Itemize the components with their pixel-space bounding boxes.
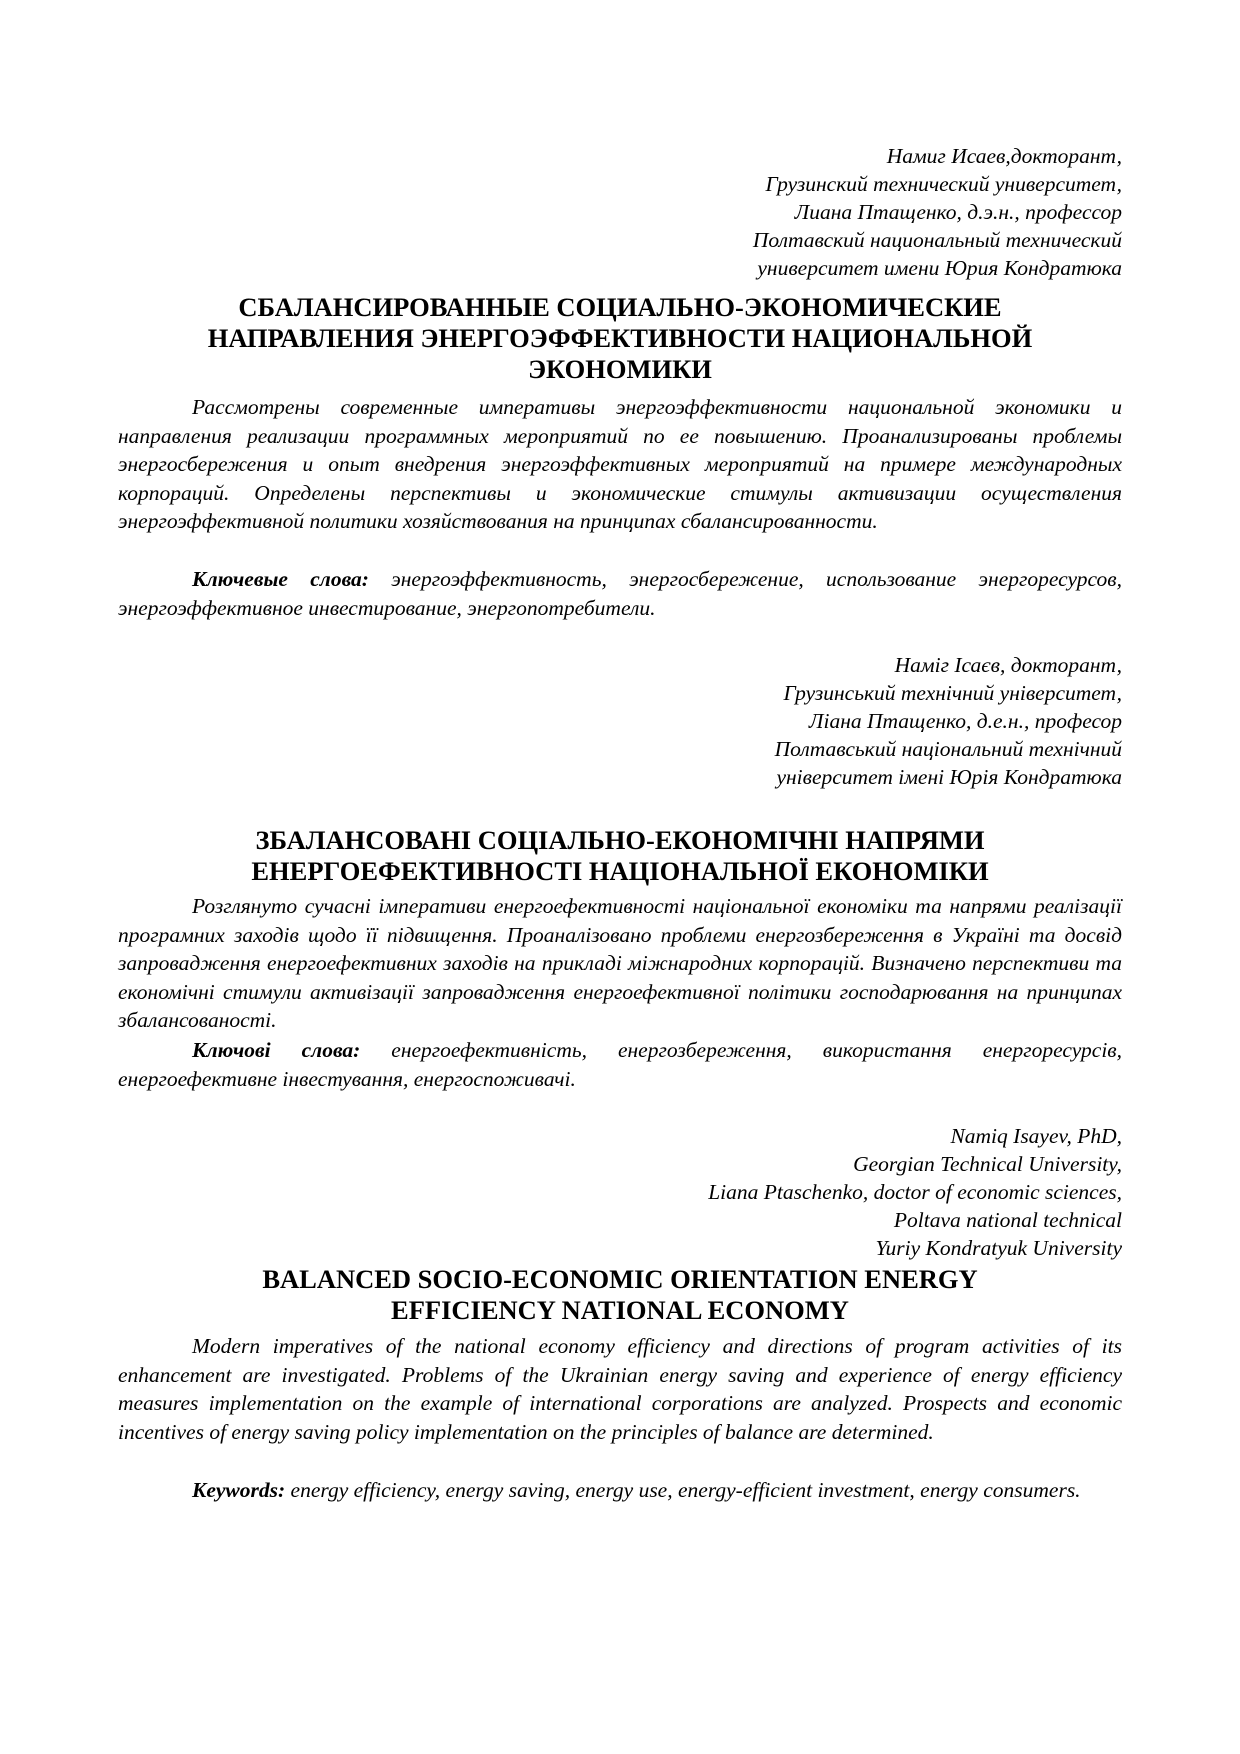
ru-abstract: Рассмотрены современные императивы энергоэффективности национальной экономики и направления реализации программных мероприятий по ее повышению. Проанализированы проблемы энергосбережения и опыт внедрения энергоэффективных мероприятий на примере международных корпораций. Определены перспективы и экономические стимулы активизации осуществления энергоэффективной политики хозяйствования на принципах сбалансированности. xyxy=(118,395,1122,533)
ru-keywords-label: Ключевые слова: xyxy=(192,567,369,591)
ru-author-line: Грузинский технический университет, xyxy=(765,172,1122,196)
en-keywords xyxy=(118,1476,1122,1505)
uk-keywords-label: Ключові слова: xyxy=(192,1038,361,1062)
ru-title-line: ЭКОНОМИКИ xyxy=(528,354,712,384)
uk-author-block xyxy=(118,651,1122,791)
en-abstract: Modern imperatives of the national economy efficiency and directions of program activities of its enhancement are investigated. Problems of the Ukrainian energy saving and experience of energy efficiency measures implementation on the example of international corporations are analyzed. Prospects and economic incentives of energy saving policy implementation on the principles of balance are determined. xyxy=(118,1334,1122,1444)
en-title-line: BALANCED SOCIO-ECONOMIC ORIENTATION ENERGY xyxy=(262,1264,978,1294)
uk-keywords-text: енергоефективність, енергозбереження, використання енергоресурсів, енергоефективне інвестування, енергоспоживачі. xyxy=(118,1038,1122,1091)
uk-paper-title xyxy=(118,825,1122,887)
uk-author-line: Полтавський національний технічний xyxy=(774,737,1122,761)
ru-title-line: СБАЛАНСИРОВАННЫЕ СОЦИАЛЬНО-ЭКОНОМИЧЕСКИЕ xyxy=(238,292,1002,322)
ru-author-line: Полтавский национальный технический xyxy=(752,228,1122,252)
en-author-block xyxy=(118,1122,1122,1262)
en-keywords-label: Keywords: xyxy=(192,1478,286,1502)
uk-author-line: Грузинський технічний університет, xyxy=(783,681,1122,705)
ru-keywords xyxy=(118,565,1122,622)
en-author-line: Poltava national technical xyxy=(893,1208,1122,1232)
uk-keywords xyxy=(118,1036,1122,1093)
uk-abstract: Розглянуто сучасні імперативи енергоефективності національної економіки та напрями реалізації програмних заходів щодо її підвищення. Проаналізовано проблеми енергозбереження в Україні та досвід запровадження енергоефективних заходів на прикладі міжнародних корпорацій. Визначено перспективи та економічні стимули активізації запровадження енергоефективної політики господарювання на принципах збалансованості. xyxy=(118,894,1122,1032)
uk-author-line: Наміг Ісаєв, докторант, xyxy=(894,653,1122,677)
ru-author-line: Намиг Исаев,докторант, xyxy=(886,144,1122,168)
uk-author-line: Ліана Птащенко, д.е.н., професор xyxy=(808,709,1122,733)
uk-title-line: ЗБАЛАНСОВАНІ СОЦІАЛЬНО-ЕКОНОМІЧНІ НАПРЯМИ xyxy=(255,825,985,855)
en-keywords-text: energy efficiency, energy saving, energy use, energy-efficient investment, energy consumers. xyxy=(290,1478,1081,1502)
en-paper-title xyxy=(118,1264,1122,1326)
en-author-line: Georgian Technical University, xyxy=(853,1152,1122,1176)
ru-author-line: университет имени Юрия Кондратюка xyxy=(757,256,1122,280)
ru-paper-title xyxy=(118,292,1122,385)
en-title-line: EFFICIENCY NATIONAL ECONOMY xyxy=(391,1295,849,1325)
ru-keywords-text: энергоэффективность, энергосбережение, использование энергоресурсов, энергоэффективное инвестирование, энергопотребители. xyxy=(118,567,1123,620)
uk-author-line: університет імені Юрія Кондратюка xyxy=(776,765,1122,789)
ru-author-line: Лиана Птащенко, д.э.н., профессор xyxy=(794,200,1122,224)
ru-title-line: НАПРАВЛЕНИЯ ЭНЕРГОЭФФЕКТИВНОСТИ НАЦИОНАЛЬНОЙ xyxy=(207,323,1033,353)
en-author-line: Liana Ptaschenko, doctor of economic sciences, xyxy=(708,1180,1122,1204)
en-author-line: Yuriy Kondratyuk University xyxy=(875,1236,1122,1260)
en-author-line: Namiq Isayev, PhD, xyxy=(950,1124,1122,1148)
uk-title-line: ЕНЕРГОЕФЕКТИВНОСТІ НАЦІОНАЛЬНОЇ ЕКОНОМІКИ xyxy=(251,856,989,886)
ru-author-block xyxy=(118,142,1122,282)
